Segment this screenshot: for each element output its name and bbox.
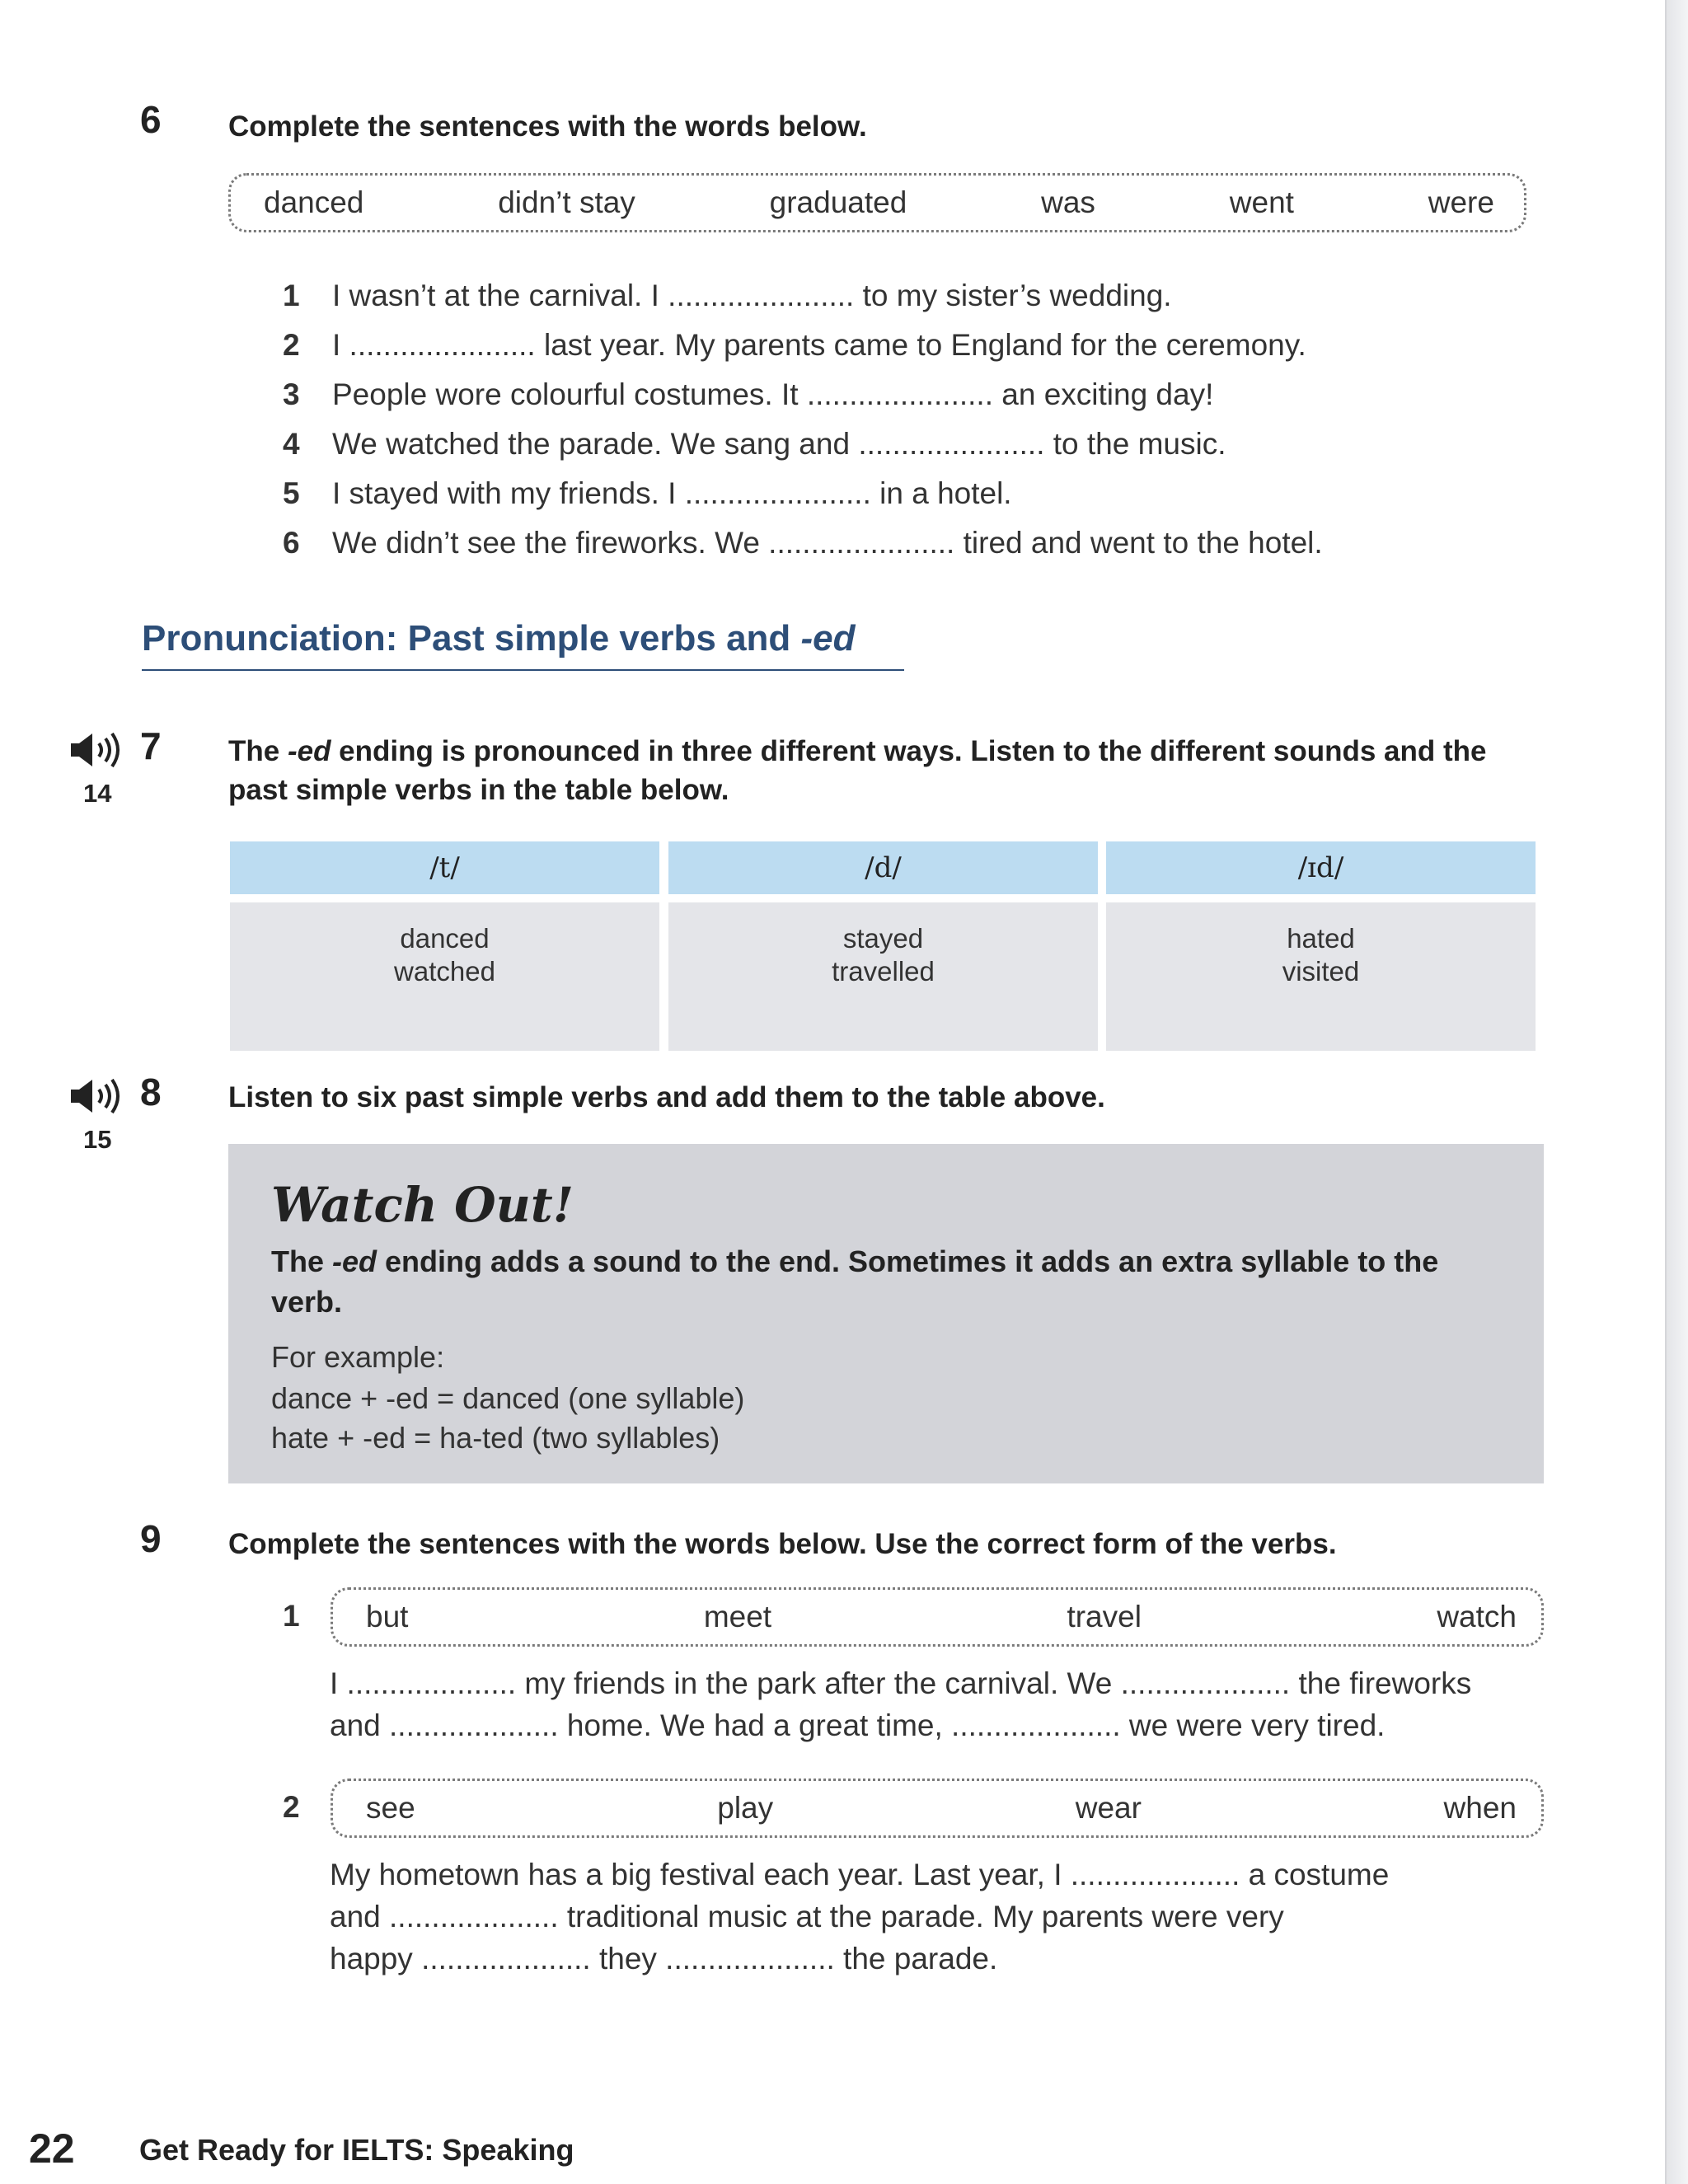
table-word: danced [400, 923, 490, 954]
word-box-item: watch [1437, 1600, 1517, 1633]
watch-out-title: Watch Out! [271, 1177, 574, 1233]
instruction-em: -ed [287, 735, 331, 767]
table-word: visited [1282, 956, 1360, 987]
paragraph-line: happy .................... they .................... the parade. [330, 1942, 998, 1975]
instruction-post: ending is pronounced in three different ways. Listen to the different sounds and the past simple verbs in the table below. [228, 735, 1487, 806]
exercise-6-sentence [283, 427, 1226, 462]
word-box-item: went [1229, 185, 1294, 219]
audio-speaker-icon[interactable] [69, 1076, 124, 1116]
word-box-item: were [1428, 185, 1494, 219]
word-box-item: travel [1067, 1600, 1142, 1633]
sentence-text: I ...................... last year. My parents came to England for the ceremony. [332, 328, 1306, 362]
table-header-id: /ɪd/ [1106, 841, 1536, 894]
sentence-text: People wore colourful costumes. It ...................... an exciting day! [332, 377, 1214, 411]
word-box-item: graduated [769, 185, 907, 219]
table-word: watched [394, 956, 495, 987]
exercise-7-number: 7 [140, 724, 162, 767]
audio-track-number: 14 [83, 779, 112, 808]
table-word: hated [1287, 923, 1355, 954]
table-header-t: /t/ [230, 841, 659, 894]
instruction-pre: The [228, 735, 288, 767]
watch-out-example: dance + -ed = danced (one syllable) [271, 1381, 745, 1415]
exercise-6-word-box [228, 173, 1526, 232]
exercise-7-instruction [228, 732, 1539, 809]
sentence-number: 6 [283, 526, 300, 560]
table-header-d: /d/ [668, 841, 1098, 894]
sentence-text: We didn’t see the fireworks. We ...................... tired and went to the hotel. [332, 526, 1323, 560]
exercise-6-instruction: Complete the sentences with the words below. [228, 110, 867, 143]
word-box-item: play [717, 1791, 774, 1825]
audio-speaker-icon[interactable] [69, 730, 124, 770]
heading-main: Pronunciation: Past simple verbs and [142, 618, 801, 658]
sentence-number: 2 [283, 328, 300, 362]
page-number: 22 [29, 2125, 75, 2172]
sentence-text: I wasn’t at the carnival. I ...................... to my sister’s wedding. [332, 279, 1172, 312]
exercise-9-word-box [331, 1779, 1544, 1838]
rule-em: -ed [332, 1244, 377, 1278]
table-word: stayed [842, 923, 924, 954]
watch-out-rule [271, 1241, 1466, 1322]
item-number: 1 [283, 1599, 300, 1633]
book-title: Get Ready for IELTS: Speaking [139, 2133, 574, 2167]
word-box-item: meet [703, 1600, 772, 1633]
exercise-6-sentence [283, 377, 1213, 412]
word-box-item: when [1443, 1791, 1517, 1825]
rule-pre: The [271, 1244, 333, 1278]
exercise-8-instruction: Listen to six past simple verbs and add them to the table above. [228, 1081, 1105, 1113]
paragraph-line: My hometown has a big festival each year. Last year, I .................... a costume [330, 1858, 1390, 1891]
exercise-6-sentence [283, 328, 1306, 363]
section-heading-pronunciation [142, 618, 904, 671]
paragraph-line: and .................... traditional music at the parade. My parents were very [330, 1900, 1284, 1933]
word-box-item: see [366, 1791, 415, 1825]
word-box-item: didn’t stay [498, 185, 635, 219]
word-box-item: was [1041, 185, 1095, 219]
exercise-9-number: 9 [140, 1517, 162, 1560]
sentence-number: 5 [283, 476, 300, 510]
exercise-6-sentence [283, 526, 1323, 560]
watch-out-example: hate + -ed = ha-ted (two syllables) [271, 1421, 720, 1455]
sentence-number: 3 [283, 377, 300, 411]
watch-out-example-intro: For example: [271, 1340, 445, 1374]
exercise-9-paragraph [330, 1662, 1550, 1746]
watch-out-box [228, 1144, 1544, 1483]
word-box-item: danced [264, 185, 364, 219]
exercise-9-word-box [331, 1587, 1544, 1647]
table-cell-t [230, 902, 659, 1051]
exercise-8-number: 8 [140, 1071, 162, 1113]
paragraph-line: and .................... home. We had a great time, .................... we were very tired. [330, 1708, 1386, 1742]
exercise-9-instruction: Complete the sentences with the words below. Use the correct form of the verbs. [228, 1528, 1337, 1560]
exercise-6-sentence [283, 279, 1172, 313]
table-cell-id [1106, 902, 1536, 1051]
audio-track-number: 15 [83, 1125, 112, 1154]
exercise-6-number: 6 [140, 98, 162, 141]
paragraph-line: I .................... my friends in the park after the carnival. We .................... the fireworks [330, 1666, 1472, 1700]
word-box-item: but [366, 1600, 409, 1633]
table-cell-d [668, 902, 1098, 1051]
heading-em: -ed [800, 618, 856, 658]
item-number: 2 [283, 1790, 300, 1824]
sentence-text: I stayed with my friends. I ...................... in a hotel. [332, 476, 1012, 510]
exercise-6-sentence [283, 476, 1012, 511]
sentence-number: 1 [283, 279, 300, 312]
exercise-9-paragraph [330, 1854, 1550, 1980]
rule-post: ending adds a sound to the end. Sometimes it adds an extra syllable to the verb. [271, 1244, 1439, 1319]
table-word: travelled [832, 956, 935, 987]
sentence-text: We watched the parade. We sang and ...................... to the music. [332, 427, 1226, 461]
sentence-number: 4 [283, 427, 300, 461]
word-box-item: wear [1075, 1791, 1142, 1825]
page-edge [1665, 0, 1688, 2184]
